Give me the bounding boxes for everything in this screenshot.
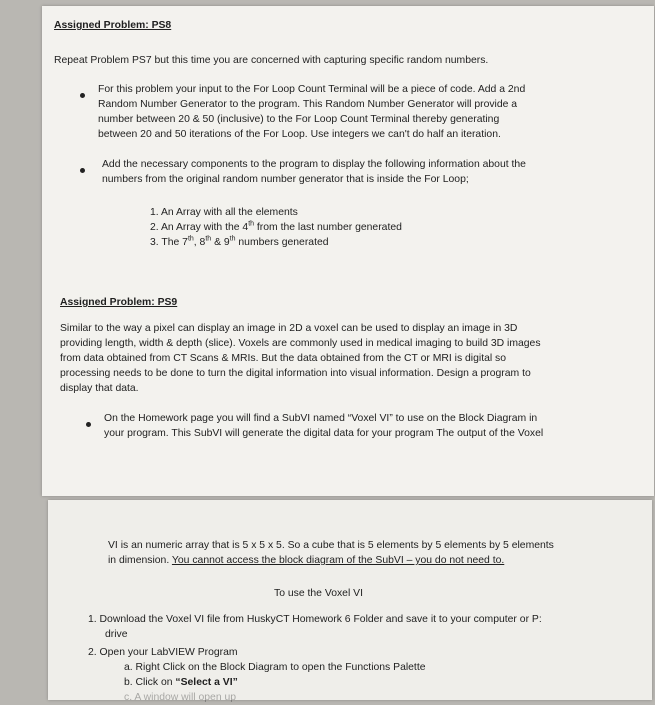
voxel-desc-line1: VI is an numeric array that is 5 x 5 x 5. So a cube that is 5 elements by 5 elements by 5 elements <box>108 540 554 551</box>
bullet-icon <box>86 422 91 427</box>
step-2a: a. Right Click on the Block Diagram to open the Functions Palette <box>124 662 426 673</box>
section-title: To use the Voxel VI <box>274 588 363 599</box>
step-2: 2. Open your LabVIEW Program <box>88 647 238 658</box>
ps8-heading: Assigned Problem: PS8 <box>54 20 172 31</box>
bullet-icon <box>80 168 85 173</box>
ps9-para-line3: from data obtained from CT Scans & MRIs. But the data obtained from the CT or MRI is digital so <box>60 353 507 364</box>
ps8-bullet2-line2: numbers from the original random number generator that is inside the For Loop; <box>102 174 469 185</box>
page-one <box>42 6 654 496</box>
ps8-bullet2-line1: Add the necessary components to the program to display the following information about the <box>102 159 526 170</box>
ps8-bullet1-line2: Random Number Generator to the program. This Random Number Generator will provide a <box>98 99 518 110</box>
page-two <box>48 500 652 703</box>
ps9-bullet-line1: On the Homework page you will find a SubVI named “Voxel VI” to use on the Block Diagram in <box>104 413 538 424</box>
step-1: 1. Download the Voxel VI file from HuskyCT Homework 6 Folder and save it to your computer or P: <box>88 614 542 625</box>
ps8-bullet1-line1: For this problem your input to the For Loop Count Terminal will be a piece of code. Add a 2nd <box>98 84 526 95</box>
ps8-intro: Repeat Problem PS7 but this time you are concerned with capturing specific random numbers. <box>54 55 489 66</box>
ps9-para-line1: Similar to the way a pixel can display an image in 2D a voxel can be used to display an image in 3D <box>60 323 518 334</box>
list-item-2: 2. An Array with the 4th from the last number generated <box>150 220 402 233</box>
step-2c: c. A window will open up <box>124 692 237 703</box>
step-1-cont: drive <box>105 629 128 640</box>
no-access-note: You cannot access the block diagram of the SubVI – you do not need to. <box>171 555 505 566</box>
ps9-bullet-line2: your program. This SubVI will generate the digital data for your program The output of the Voxel <box>104 428 544 439</box>
ps9-heading: Assigned Problem: PS9 <box>60 297 178 308</box>
bullet-icon <box>80 93 85 98</box>
list-item-1: 1. An Array with all the elements <box>150 207 298 218</box>
ps9-para-line4: processing needs to be done to turn the digital information into visual information. Design a program to <box>60 368 531 379</box>
ps8-bullet1-line4: between 20 and 50 iterations of the For Loop. Use integers we can't do half an iteration. <box>98 129 501 140</box>
ps9-para-line2: providing length, width & depth (slice). Voxels are commonly used in medical imaging to build 3D images <box>60 338 541 349</box>
ps9-para-line5: display that data. <box>60 383 139 394</box>
ps8-bullet1-line3: number between 20 & 50 (inclusive) to the For Loop Count Terminal thereby generating <box>98 114 500 125</box>
voxel-desc-line2: in dimension. You cannot access the block diagram of the SubVI – you do not need to. <box>108 555 505 566</box>
step-2b: b. Click on “Select a VI” <box>124 677 238 688</box>
list-item-3: 3. The 7th, 8th & 9th numbers generated <box>150 235 329 248</box>
